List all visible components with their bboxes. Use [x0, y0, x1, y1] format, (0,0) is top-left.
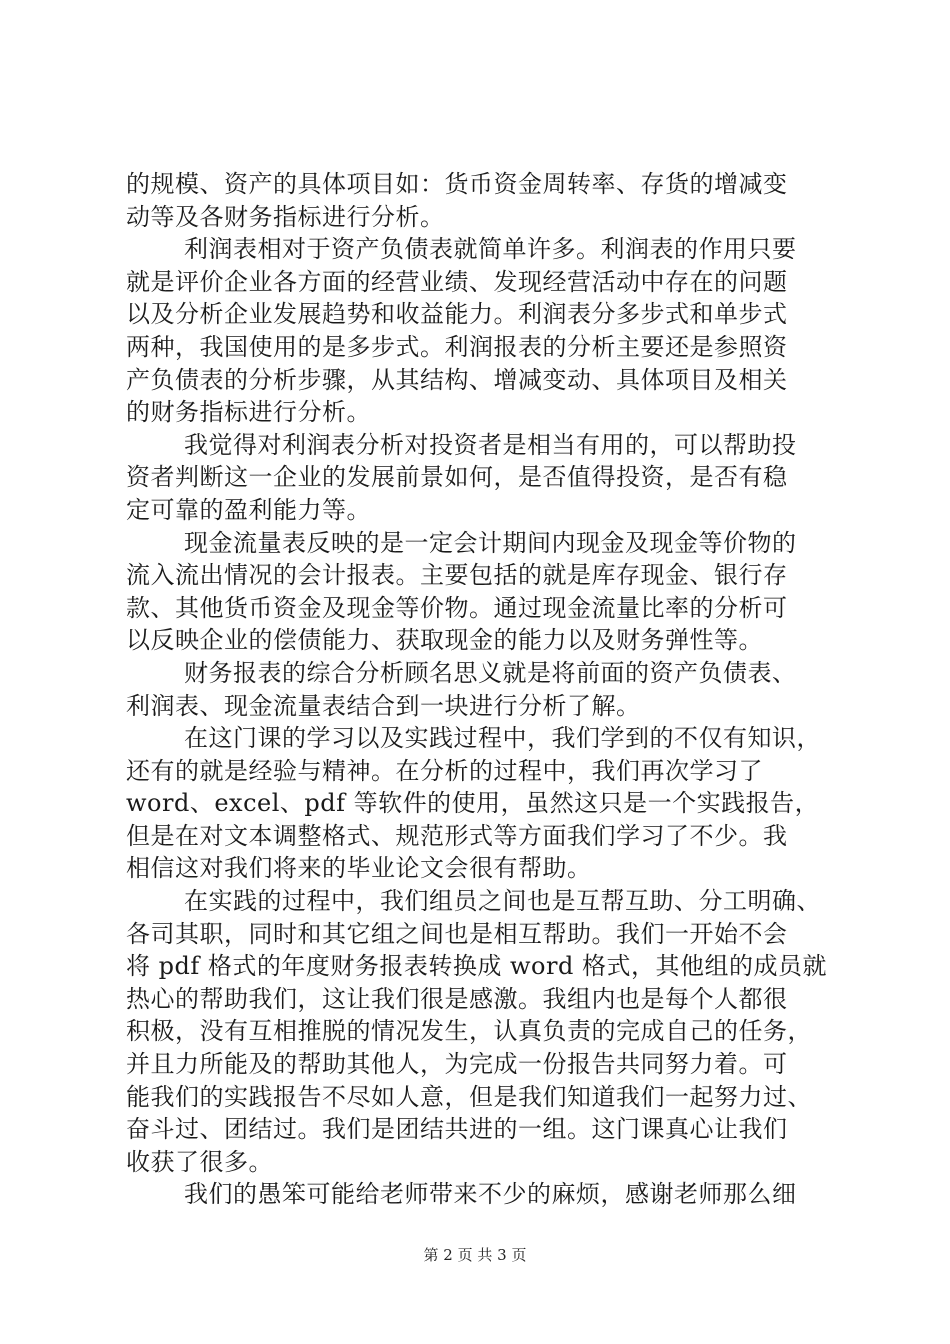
text-line: 以反映企业的偿债能力、获取现金的能力以及财务弹性等。: [126, 626, 763, 655]
text-line: 资者判断这一企业的发展前景如何，是否值得投资，是否有稳: [126, 463, 788, 492]
page-footer: 第 2 页 共 3 页: [423, 1246, 527, 1264]
text-line: 现金流量表反映的是一定会计期间内现金及现金等价物的: [184, 528, 797, 557]
text-line: 相信这对我们将来的毕业论文会很有帮助。: [126, 854, 592, 883]
text-line: 在这门课的学习以及实践过程中，我们学到的不仅有知识，: [184, 724, 821, 753]
text-line: 流入流出情况的会计报表。主要包括的就是库存现金、银行存: [126, 561, 788, 590]
text-line: 将 pdf 格式的年度财务报表转换成 word 格式，其他组的成员就: [126, 952, 827, 981]
text-line: 利润表相对于资产负债表就简单许多。利润表的作用只要: [184, 235, 797, 264]
text-line: 奋斗过、团结过。我们是团结共进的一组。这门课真心让我们: [126, 1115, 788, 1144]
text-line: 我觉得对利润表分析对投资者是相当有用的，可以帮助投: [184, 430, 797, 459]
text-line: 并且力所能及的帮助其他人，为完成一份报告共同努力着。可: [126, 1050, 788, 1079]
text-line: 以及分析企业发展趋势和收益能力。利润表分多步式和单步式: [126, 300, 788, 329]
text-line: word、excel、pdf 等软件的使用，虽然这只是一个实践报告，: [126, 789, 820, 818]
text-line: 两种，我国使用的是多步式。利润报表的分析主要还是参照资: [126, 332, 788, 361]
text-line: 还有的就是经验与精神。在分析的过程中，我们再次学习了: [126, 756, 763, 785]
text-line: 的财务指标进行分析。: [126, 398, 371, 427]
text-line: 款、其他货币资金及现金等价物。通过现金流量比率的分析可: [126, 593, 788, 622]
text-line: 就是评价企业各方面的经营业绩、发现经营活动中存在的问题: [126, 267, 788, 296]
text-line: 各司其职，同时和其它组之间也是相互帮助。我们一开始不会: [126, 919, 788, 948]
document-body: [126, 168, 826, 1211]
text-line: 在实践的过程中，我们组员之间也是互帮互助、分工明确、: [184, 887, 821, 916]
text-line: 但是在对文本调整格式、规范形式等方面我们学习了不少。我: [126, 821, 788, 850]
text-line: 定可靠的盈利能力等。: [126, 495, 371, 524]
text-line: 我们的愚笨可能给老师带来不少的麻烦，感谢老师那么细: [184, 1180, 797, 1209]
text-line: 积极，没有互相推脱的情况发生，认真负责的完成自己的任务，: [126, 1017, 812, 1046]
text-line: 利润表、现金流量表结合到一块进行分析了解。: [126, 691, 641, 720]
text-line: 收获了很多。: [126, 1147, 273, 1176]
text-line: 财务报表的综合分析顾名思义就是将前面的资产负债表、: [184, 658, 797, 687]
text-line: 热心的帮助我们，这让我们很是感激。我组内也是每个人都很: [126, 984, 788, 1013]
text-line: 能我们的实践报告不尽如人意，但是我们知道我们一起努力过、: [126, 1082, 812, 1111]
text-line: 动等及各财务指标进行分析。: [126, 202, 445, 231]
text-line: 的规模、资产的具体项目如：货币资金周转率、存货的增减变: [126, 170, 788, 198]
text-line: 产负债表的分析步骤，从其结构、增减变动、具体项目及相关: [126, 365, 788, 394]
